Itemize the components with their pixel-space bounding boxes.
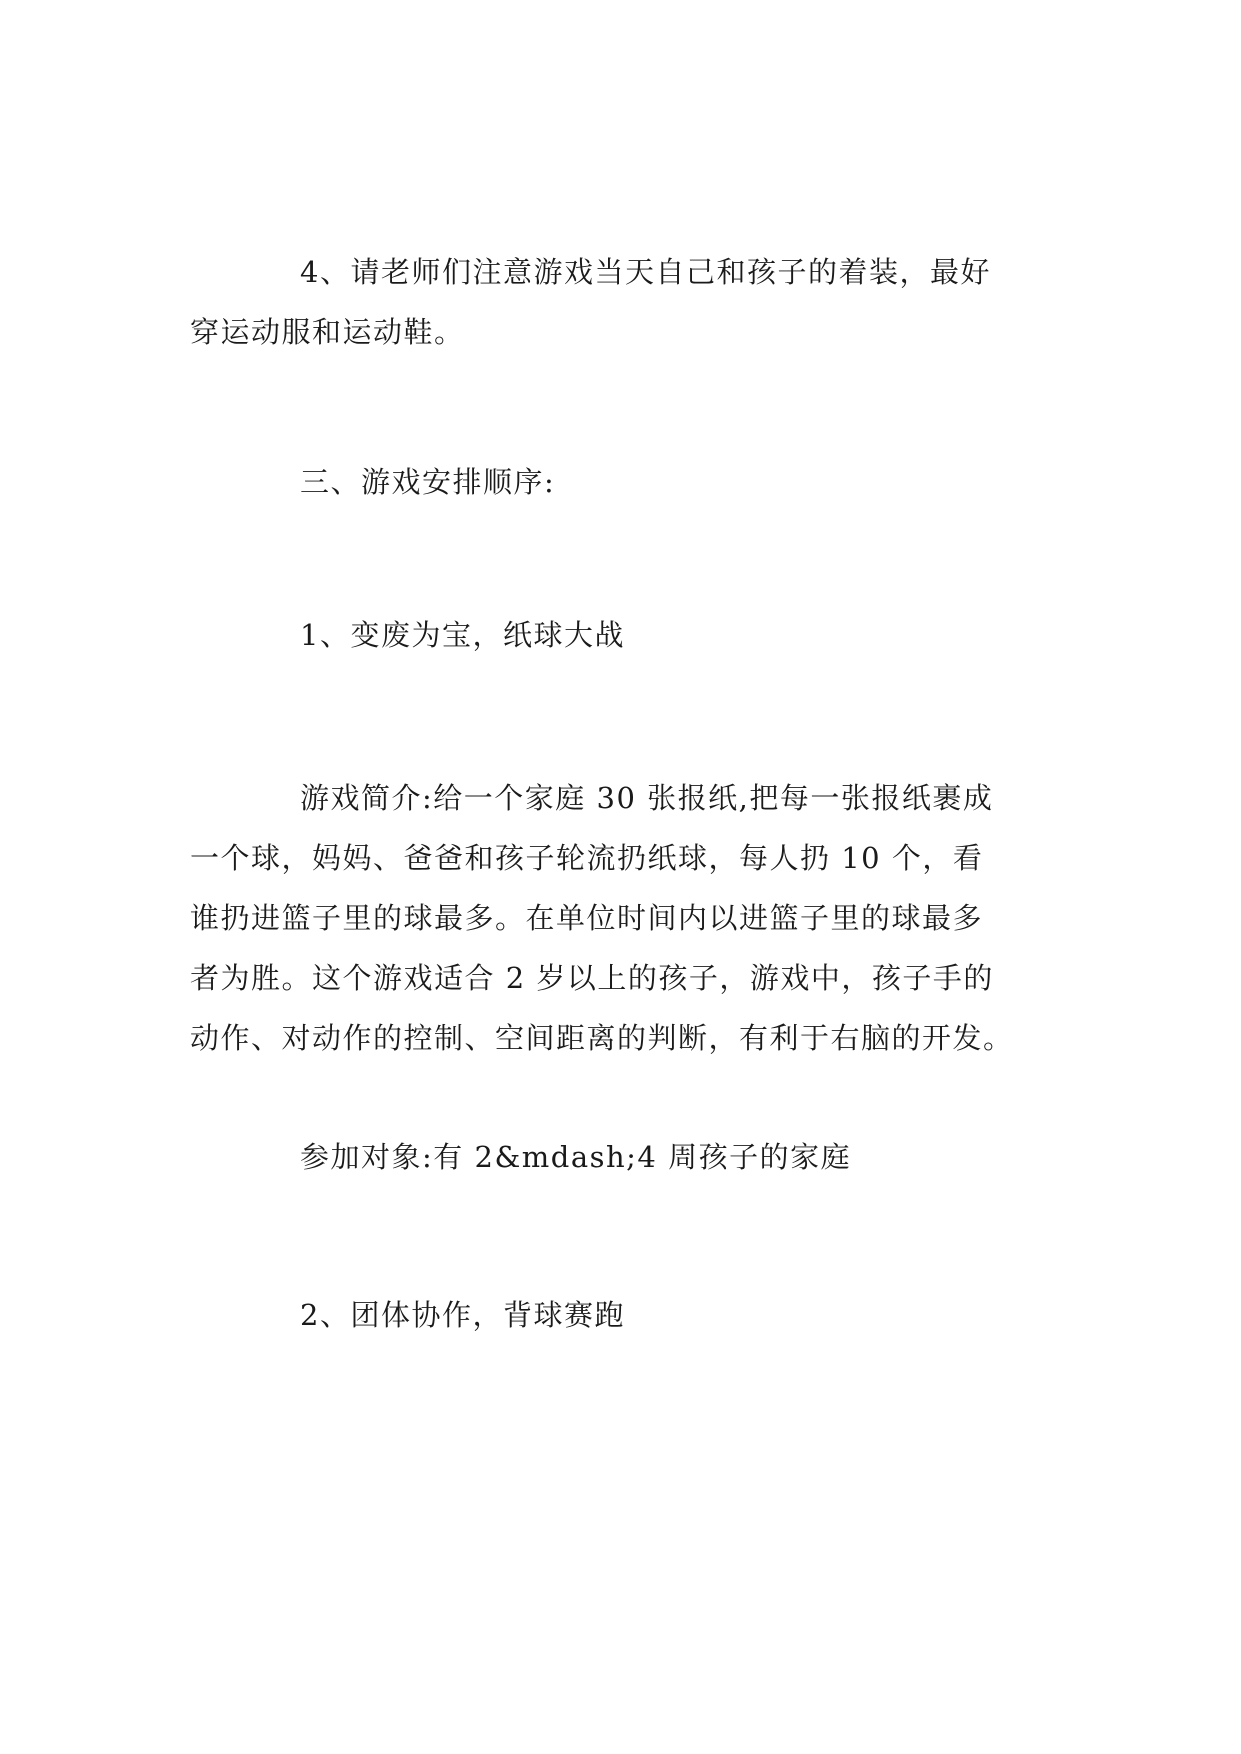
participants-text: 参加对象:有 2&mdash;4 周孩子的家庭	[300, 1140, 852, 1174]
paragraph-line: 谁扔进篮子里的球最多。在单位时间内以进篮子里的球最多	[190, 901, 984, 935]
game-intro-paragraph	[190, 768, 1052, 1068]
game-title-1	[190, 605, 1052, 665]
paragraph-line: 动作、对动作的控制、空间距离的判断，有利于右脑的开发。	[190, 1021, 1014, 1055]
paragraph-line: 穿运动服和运动鞋。	[190, 315, 465, 349]
paragraph-line: 者为胜。这个游戏适合 2 岁以上的孩子，游戏中，孩子手的	[190, 961, 994, 995]
game-title-text: 1、变废为宝，纸球大战	[300, 618, 625, 652]
participants-paragraph	[190, 1127, 1052, 1187]
paragraph-line: 4、请老师们注意游戏当天自己和孩子的着装，最好	[300, 255, 991, 289]
paragraph-clothing-note	[190, 242, 1052, 362]
heading-text: 三、游戏安排顺序:	[300, 465, 556, 499]
paragraph-line: 一个球，妈妈、爸爸和孩子轮流扔纸球，每人扔 10 个，看	[190, 841, 984, 875]
paragraph-line: 游戏简介:给一个家庭 30 张报纸,把每一张报纸裹成	[300, 781, 994, 815]
game-title-text: 2、团体协作，背球赛跑	[300, 1298, 625, 1332]
section-heading	[190, 452, 1052, 512]
game-title-2	[190, 1285, 1052, 1345]
